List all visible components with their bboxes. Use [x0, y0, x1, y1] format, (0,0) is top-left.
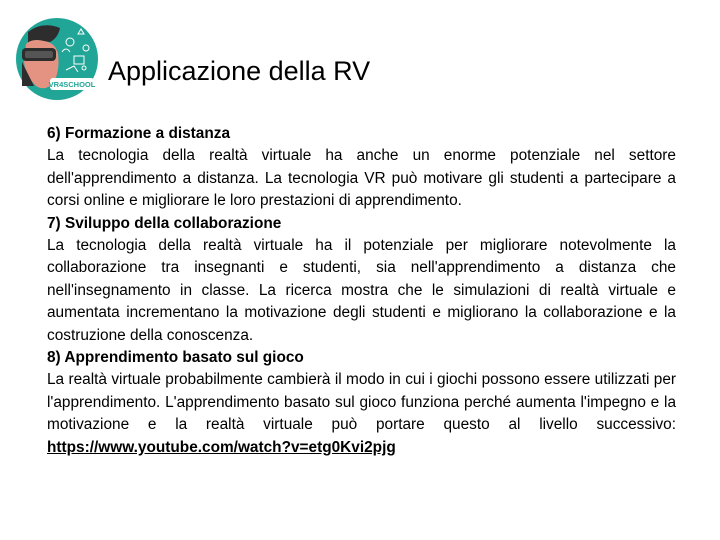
logo-text: VR4SCHOOL: [48, 80, 96, 89]
section-heading-7: 7) Sviluppo della collaborazione: [47, 214, 282, 232]
section-heading-6: 6) Formazione a distanza: [47, 125, 231, 142]
section-body-8-text: La realtà virtuale probabilmente cambierà il modo in cui i giochi possono essere utilizzati per l'apprendimento. L'apprendimento basato sul gioco funziona perché aumenta l'impegno e la motivazione e la realtà virtuale può portare questo al livello successivo:: [47, 371, 676, 434]
section-body-7: La tecnologia della realtà virtuale ha il potenziale per migliorare notevolmente la collaborazione tra insegnanti e studenti, sia nell'apprendimento a distanza che nell'insegnamento in classe. La ricerca mostra che le simulazioni di realtà virtuale e aumentata incrementano la motivazione degli studenti e migliorano la collaborazione e la costruzione della conoscenza.: [47, 237, 676, 344]
section-body-6: La tecnologia della realtà virtuale ha anche un enorme potenziale nel settore dell'apprendimento a distanza. La tecnologia VR può motivare gli studenti a partecipare a corsi online e migliorare le loro prestazioni di apprendimento.: [47, 147, 676, 210]
page-title: Applicazione della RV: [108, 56, 371, 86]
section-body-8: [47, 369, 676, 459]
youtube-link[interactable]: https://www.youtube.com/watch?v=etg0Kvi2pjg: [47, 438, 396, 456]
section-heading-8: 8) Apprendimento basato sul gioco: [47, 349, 304, 367]
content-body: [47, 123, 676, 459]
vr-school-logo-icon: [14, 16, 100, 102]
